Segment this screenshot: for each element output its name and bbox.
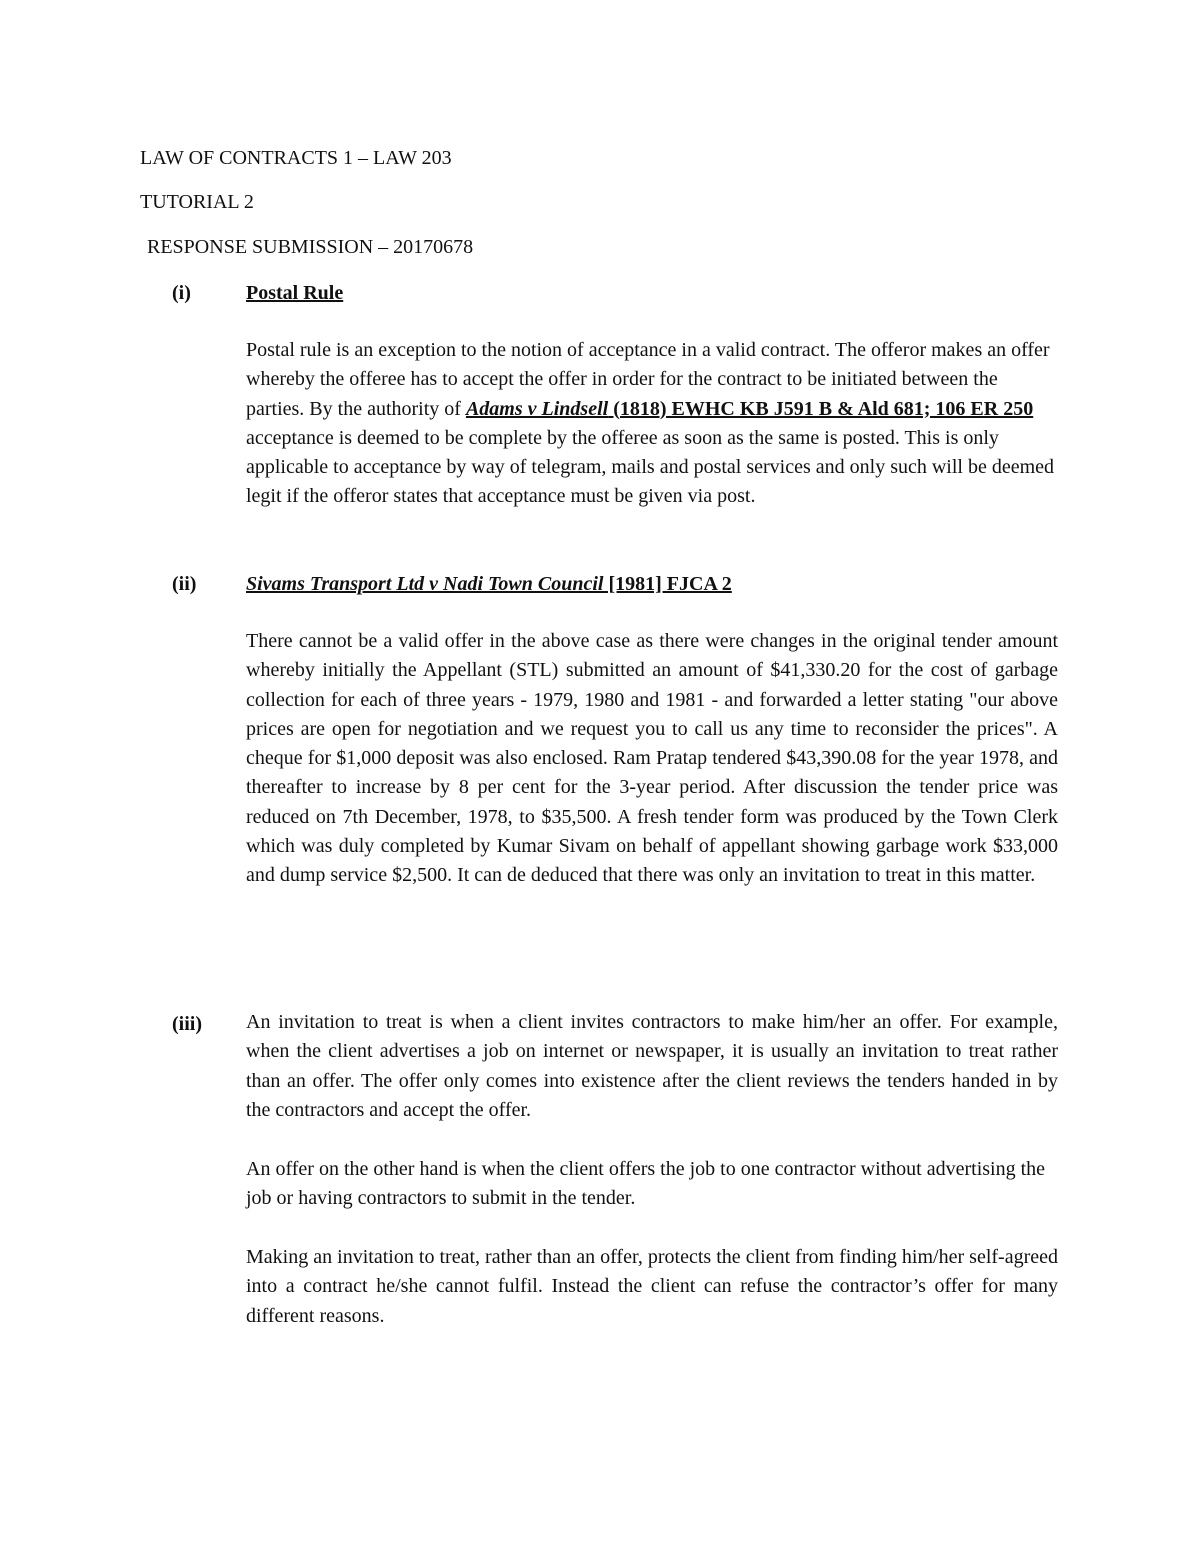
- section-2-paragraph: There cannot be a valid offer in the above case as there were changes in the original tender amount whereby initially the Appellant (STL) submitted an amount of $41,330.20 for the cost of garbage collection for each of three years - 1979, 1980 and 1981 - and forwarded a letter stating "our above prices are open for negotiation and we request you to call us any time to reconsider the prices". A cheque for $1,000 deposit was also enclosed. Ram Pratap tendered $43,390.08 for the year 1978, and thereafter to increase by 8 per cent for the 3-year period. After discussion the tender price was reduced on 7th December, 1978, to $35,500. A fresh tender form was produced by the Town Clerk which was duly completed by Kumar Sivam on behalf of appellant showing garbage work $33,000 and dump service $2,500. It can de deduced that there was only an invitation to treat in this matter.: [246, 630, 1058, 887]
- section-1-heading: Postal Rule: [246, 282, 344, 304]
- section-2-heading-case: Sivams Transport Ltd v Nadi Town Council: [246, 573, 604, 595]
- tutorial-title: TUTORIAL 2: [140, 191, 254, 213]
- section-3-paragraph-2: An offer on the other hand is when the client offers the job to one contractor without advertising the job or having contractors to submit in the tender.: [246, 1158, 1046, 1210]
- section-1-text-a: Postal rule is an exception to the notion of acceptance in a valid contract. The offeror makes an offer whereby the offeree has to accept the offer in order for the contract to be initiated between the parties. By the authority of: [246, 339, 1050, 420]
- course-title: LAW OF CONTRACTS 1 – LAW 203: [140, 147, 452, 169]
- section-1-text-b: acceptance is deemed to be complete by the offeree as soon as the same is posted. This is only applicable to acceptance by way of telegram, mails and postal services and only such will be deemed legit if the offeror states that acceptance must be given via post.: [246, 426, 1055, 508]
- section-1-paragraph: [246, 336, 1058, 512]
- section-1-case-citation: (1818) EWHC KB J591 B & Ald 681; 106 ER 250: [608, 397, 1034, 420]
- section-1-number: (i): [172, 282, 191, 304]
- section-3-paragraph-3: Making an invitation to treat, rather than an offer, protects the client from finding him/her self-agreed into a contract he/she cannot fulfil. Instead the client can refuse the contractor’s offer for many different reasons.: [246, 1246, 1058, 1327]
- section-3-number: (iii): [172, 1013, 202, 1035]
- section-2-number: (ii): [172, 573, 197, 595]
- submission-title: RESPONSE SUBMISSION – 20170678: [147, 236, 474, 258]
- section-2-heading-citation: [1981] FJCA 2: [603, 573, 732, 595]
- section-2-heading: [246, 572, 732, 596]
- section-1-case-name: Adams v Lindsell: [465, 397, 609, 420]
- section-3-paragraph-1: An invitation to treat is when a client invites contractors to make him/her an offer. For example, when the client advertises a job on internet or newspaper, it is usually an invitation to treat rather than an offer. The offer only comes into existence after the client reviews the tenders handed in by the contractors and accept the offer.: [246, 1011, 1058, 1121]
